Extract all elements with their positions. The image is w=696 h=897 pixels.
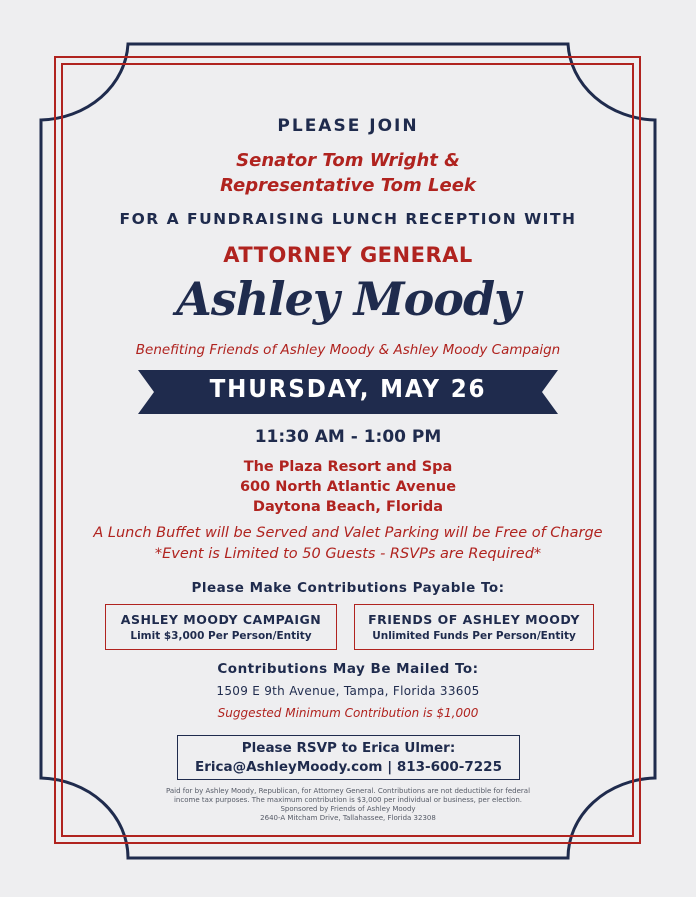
event-notes bbox=[0, 523, 696, 565]
fundraising-heading: FOR A FUNDRAISING LUNCH RECEPTION WITH bbox=[119, 210, 577, 228]
campaign-box-limit: Limit $3,000 Per Person/Entity bbox=[130, 630, 312, 642]
rsvp-line-1: Please RSVP to Erica Ulmer: bbox=[241, 740, 456, 756]
please-join-heading: PLEASE JOIN bbox=[277, 116, 419, 136]
friends-box-title: FRIENDS OF ASHLEY MOODY bbox=[368, 612, 580, 627]
venue-name: The Plaza Resort and Spa bbox=[243, 459, 453, 475]
guest-limit-note: *Event is Limited to 50 Guests - RSVPs are Required* bbox=[154, 546, 542, 562]
hosts bbox=[0, 148, 696, 198]
event-time: 11:30 AM - 1:00 PM bbox=[254, 427, 442, 447]
venue bbox=[0, 457, 696, 517]
host-line-1: Senator Tom Wright & bbox=[236, 150, 460, 171]
disclaimer-line-4: 2640-A Mitcham Drive, Tallahassee, Florida 32308 bbox=[260, 814, 436, 822]
disclaimer bbox=[0, 787, 696, 823]
honoree-name: Ashley Moody bbox=[176, 272, 520, 326]
disclaimer-line-3: Sponsored by Friends of Ashley Moody bbox=[280, 805, 416, 813]
event-date: THURSDAY, MAY 26 bbox=[209, 374, 487, 403]
rsvp-contact: Erica@AshleyMoody.com | 813-600-7225 bbox=[195, 759, 502, 775]
lunch-note: A Lunch Buffet will be Served and Valet Parking will be Free of Charge bbox=[93, 525, 603, 541]
friends-box-limit: Unlimited Funds Per Person/Entity bbox=[372, 630, 576, 642]
rsvp-box bbox=[177, 735, 520, 780]
mailing-address: 1509 E 9th Avenue, Tampa, Florida 33605 bbox=[216, 684, 480, 698]
friends-box bbox=[354, 604, 594, 650]
attorney-general-title: ATTORNEY GENERAL bbox=[223, 243, 473, 267]
benefiting-line: Benefiting Friends of Ashley Moody & Ashley Moody Campaign bbox=[135, 342, 561, 358]
suggested-contribution: Suggested Minimum Contribution is $1,000 bbox=[217, 706, 479, 720]
payable-heading: Please Make Contributions Payable To: bbox=[191, 580, 505, 596]
campaign-box bbox=[105, 604, 337, 650]
host-line-2: Representative Tom Leek bbox=[220, 175, 476, 196]
venue-street: 600 North Atlantic Avenue bbox=[239, 479, 457, 495]
venue-city: Daytona Beach, Florida bbox=[252, 499, 444, 515]
disclaimer-line-2: income tax purposes. The maximum contribution is $3,000 per individual or business, per election. bbox=[173, 796, 522, 804]
mailed-heading: Contributions May Be Mailed To: bbox=[217, 661, 479, 677]
campaign-box-title: ASHLEY MOODY CAMPAIGN bbox=[120, 612, 322, 627]
disclaimer-line-1: Paid for by Ashley Moody, Republican, for Attorney General. Contributions are not deductible for federal bbox=[165, 787, 531, 795]
